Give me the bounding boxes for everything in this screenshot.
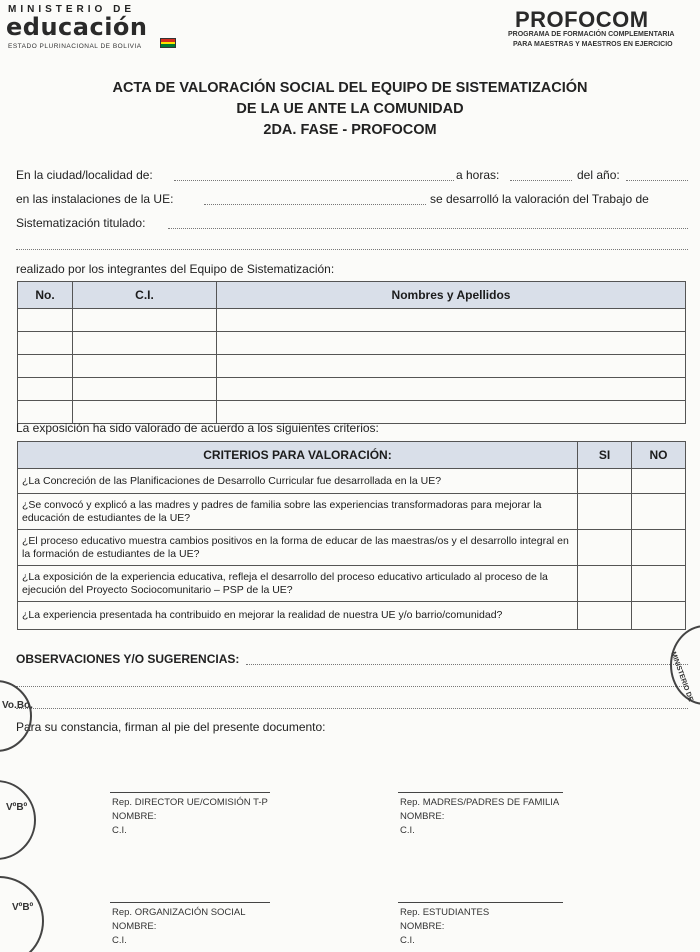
cell[interactable]: [217, 355, 686, 378]
parents-ci: C.I.: [400, 825, 415, 836]
document-title-line1: ACTA DE VALORACIÓN SOCIAL DEL EQUIPO DE SISTEMATIZACIÓN: [112, 80, 588, 96]
no-cell[interactable]: [632, 494, 686, 530]
table-row: [18, 469, 686, 494]
parents-role: Rep. MADRES/PADRES DE FAMILIA: [400, 797, 560, 808]
program-subtitle-2: PARA MAESTRAS Y MAESTROS EN EJERCICIO: [513, 41, 673, 48]
stamp-text: MINISTERIO DE: [669, 651, 694, 703]
table-row: [18, 494, 686, 530]
stamp-vobo-3: [0, 876, 44, 952]
social-name: NOMBRE:: [112, 921, 157, 932]
col-ci: C.I.: [73, 282, 217, 309]
cell[interactable]: [18, 332, 73, 355]
col-no: NO: [632, 442, 686, 469]
closing-text: Para su constancia, firman al pie del presente documento:: [16, 720, 326, 734]
ue-label: en las instalaciones de la UE:: [16, 192, 174, 206]
col-no: No.: [18, 282, 73, 309]
table-row: [18, 378, 686, 401]
ue-field[interactable]: [204, 204, 426, 205]
table-row: [18, 332, 686, 355]
si-cell[interactable]: [578, 530, 632, 566]
criterion-text: ¿El proceso educativo muestra cambios positivos en la forma de educar de las maestras/os y el desarrollo integral en la formación de estudiantes de la UE?: [18, 530, 578, 566]
ministry-label: MINISTERIO DE: [8, 4, 136, 15]
hours-field[interactable]: [510, 180, 572, 181]
cell[interactable]: [73, 332, 217, 355]
signature-line-director[interactable]: [110, 792, 270, 793]
stamp-text: Vo.Bo.: [2, 700, 33, 711]
hours-label: a horas:: [456, 168, 500, 182]
students-name: NOMBRE:: [400, 921, 445, 932]
table-row: [18, 566, 686, 602]
signature-line-parents[interactable]: [398, 792, 563, 793]
si-cell[interactable]: [578, 469, 632, 494]
stamp-text: VºBº: [6, 802, 28, 813]
cell[interactable]: [73, 309, 217, 332]
titled-field[interactable]: [168, 228, 688, 229]
year-label: del año:: [577, 168, 620, 182]
table-row: [18, 530, 686, 566]
col-criteria: CRITERIOS PARA VALORACIÓN:: [18, 442, 578, 469]
titled-field-cont[interactable]: [16, 249, 688, 250]
criterion-text: ¿La experiencia presentada ha contribuido en mejorar la realidad de nuestra UE y/o barrio/comunidad?: [18, 602, 578, 630]
document-title-line2: DE LA UE ANTE LA COMUNIDAD: [236, 101, 464, 117]
bolivia-flag-icon: [160, 38, 176, 48]
criterion-text: ¿Se convocó y explicó a las madres y padres de familia sobre las experiencias transformadoras para mejorar la educación de estudiantes de la UE?: [18, 494, 578, 530]
year-field[interactable]: [626, 180, 688, 181]
students-ci: C.I.: [400, 935, 415, 946]
cell[interactable]: [18, 309, 73, 332]
team-table: [17, 281, 686, 424]
city-field[interactable]: [174, 180, 454, 181]
no-cell[interactable]: [632, 602, 686, 630]
observations-field[interactable]: [246, 664, 688, 665]
criterion-text: ¿La exposición de la experiencia educativa, refleja el desarrollo del proceso educativo articulado al proceso de la ejecución del Proyecto Sociocomunitario – PSP de la UE?: [18, 566, 578, 602]
cell[interactable]: [73, 355, 217, 378]
si-cell[interactable]: [578, 602, 632, 630]
criterion-text: ¿La Concreción de las Planificaciones de Desarrollo Curricular fue desarrollada en la UE?: [18, 469, 578, 494]
director-name: NOMBRE:: [112, 811, 157, 822]
cell[interactable]: [18, 355, 73, 378]
table-row: [18, 355, 686, 378]
observations-label: OBSERVACIONES Y/O SUGERENCIAS:: [16, 652, 240, 666]
stamp-side: [670, 625, 700, 705]
cell[interactable]: [18, 378, 73, 401]
program-logo: PROFOCOM: [515, 7, 649, 32]
team-label: realizado por los integrantes del Equipo de Sistematización:: [16, 262, 335, 276]
document-title-line3: 2DA. FASE - PROFOCOM: [263, 122, 437, 138]
col-si: SI: [578, 442, 632, 469]
students-role: Rep. ESTUDIANTES: [400, 907, 490, 918]
social-ci: C.I.: [112, 935, 127, 946]
si-cell[interactable]: [578, 566, 632, 602]
observations-field-3[interactable]: [16, 708, 688, 709]
no-cell[interactable]: [632, 566, 686, 602]
social-role: Rep. ORGANIZACIÓN SOCIAL: [112, 907, 246, 918]
observations-field-2[interactable]: [16, 686, 688, 687]
developed-label: se desarrolló la valoración del Trabajo de: [430, 192, 649, 206]
signature-line-social[interactable]: [110, 902, 270, 903]
program-subtitle-1: PROGRAMA DE FORMACIÓN COMPLEMENTARIA: [508, 31, 675, 38]
cell[interactable]: [73, 378, 217, 401]
titled-label: Sistematización titulado:: [16, 216, 146, 230]
parents-name: NOMBRE:: [400, 811, 445, 822]
criteria-table: [17, 441, 686, 630]
col-names: Nombres y Apellidos: [217, 282, 686, 309]
city-label: En la ciudad/localidad de:: [16, 168, 153, 182]
stamp-text: VºBº: [12, 902, 34, 913]
criteria-intro: La exposición ha sido valorado de acuerdo a los siguientes criterios:: [16, 421, 379, 435]
stamp-vobo-2: [0, 780, 36, 860]
director-role: Rep. DIRECTOR UE/COMISIÓN T-P: [112, 797, 268, 808]
cell[interactable]: [217, 378, 686, 401]
no-cell[interactable]: [632, 469, 686, 494]
table-row: [18, 602, 686, 630]
no-cell[interactable]: [632, 530, 686, 566]
stamp-vobo-1: [0, 680, 32, 752]
cell[interactable]: [217, 309, 686, 332]
cell[interactable]: [217, 332, 686, 355]
director-ci: C.I.: [112, 825, 127, 836]
signature-line-students[interactable]: [398, 902, 563, 903]
ministry-state: ESTADO PLURINACIONAL DE BOLIVIA: [8, 43, 142, 50]
table-row: [18, 309, 686, 332]
ministry-logo: educación: [6, 13, 148, 41]
si-cell[interactable]: [578, 494, 632, 530]
